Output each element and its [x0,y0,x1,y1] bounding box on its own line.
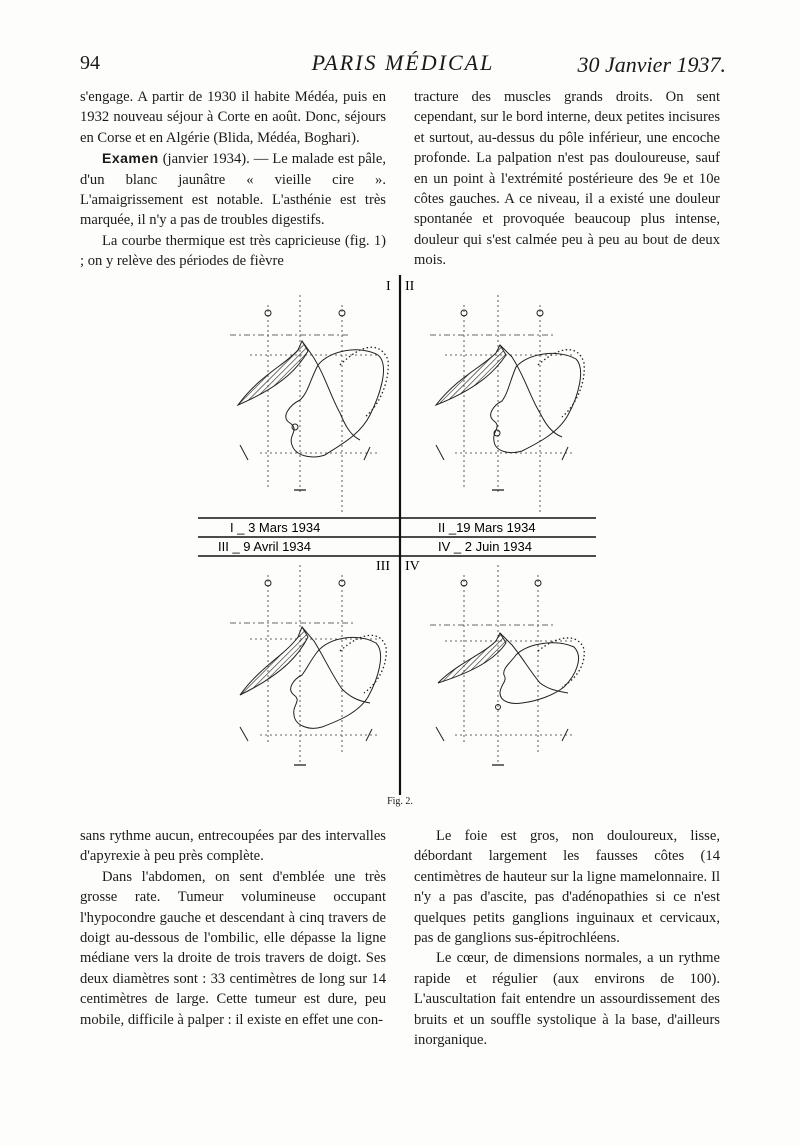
date-label-2: II _19 Mars 1934 [438,520,536,535]
paragraph: Dans l'abdomen, on sent d'emblée une très grosse rate. Tumeur volumineuse occupant l'hypocondre gauche et descendant à cinq travers de doigt au-dessous de l'ombilic, elle dépasse la ligne médiane vers la droite de trois travers de doigt. Ses deux diamètres sont : 33 centimètres de long sur 14 centimètres de large. Cette tumeur est dure, peu mobile, difficile à palper : il existe en effet une con- [80,868,386,1028]
column-bottom-left [80,826,386,1030]
paragraph: La courbe thermique est très capricieuse (fig. 1) ; on y relève des périodes de fièvre [80,232,386,270]
diagram-quadrant-3 [230,565,386,765]
diagram-quadrant-4 [430,565,584,765]
examen-text: (janvier 1934). — Le malade est pâle, d'un blanc jaunâtre « vieille cire ». L'amaigrissement est notable. L'asthénie est très marquée, il n'y a pas de troubles digestifs. [80,151,386,229]
column-top-left [80,87,386,272]
journal-title: PARIS MÉDICAL [311,50,495,75]
page-header [80,46,726,80]
figure-2 [198,275,602,795]
quadrant-label-3: III [376,559,390,574]
paragraph: sans rythme aucun, entrecoupées par des intervalles d'apyrexie à peu près complète. [80,828,386,865]
column-top-right [414,87,720,271]
page-number: 94 [80,52,100,74]
date-label-4: IV _ 2 Juin 1934 [438,539,532,554]
figure-caption: Fig. 2. [387,796,413,807]
quadrant-label-1: I [386,279,391,294]
paragraph: Le cœur, de dimensions normales, a un rythme rapide et régulier (aux environs de 100). L'auscultation fait entendre un assourdissement des bruits et un souffle systolique à la base, d'ailleurs inorganique. [414,950,720,1049]
issue-date: 30 Janvier 1937. [577,52,726,77]
quadrant-label-2: II [405,279,415,294]
diagram-quadrant-2 [430,295,584,515]
date-label-3: III _ 9 Avril 1934 [218,539,311,554]
paragraph-examen [80,148,386,231]
paragraph: s'engage. A partir de 1930 il habite Médéa, puis en 1932 nouveau séjour à Corte en août. Donc, séjours en Corse et en Algérie (Blida, Médéa, Boghari). [80,89,386,146]
quadrant-label-4: IV [405,559,420,574]
column-bottom-right [414,826,720,1050]
paragraph: Le foie est gros, non douloureux, lisse, débordant largement les fausses côtes (14 centimètres de hauteur sur la ligne mamelonnaire. Il n'y a pas d'ascite, pas d'adénopathies si ce n'est quelques petits ganglions inguinaux et cervicaux, pas de ganglions sus-épitrochléens. [414,828,720,947]
date-label-1: I _ 3 Mars 1934 [230,520,321,535]
paragraph: tracture des muscles grands droits. On sent cependant, sur le bord interne, deux petites incisures et surtout, au-dessus du pôle inférieur, une encoche profonde. La palpation n'est pas douloureuse, sauf en un point à l'extrémité postérieure des 9e et 10e côtes gauches. A ce niveau, il a existé une douleur spontanée et provoquée beaucoup plus intense, douleur qui s'est calmée peu à peu au bout de deux mois. [414,89,720,269]
spleen-liver-diagrams [198,275,602,795]
examen-heading: Examen [102,150,159,167]
diagram-quadrant-1 [230,295,388,515]
